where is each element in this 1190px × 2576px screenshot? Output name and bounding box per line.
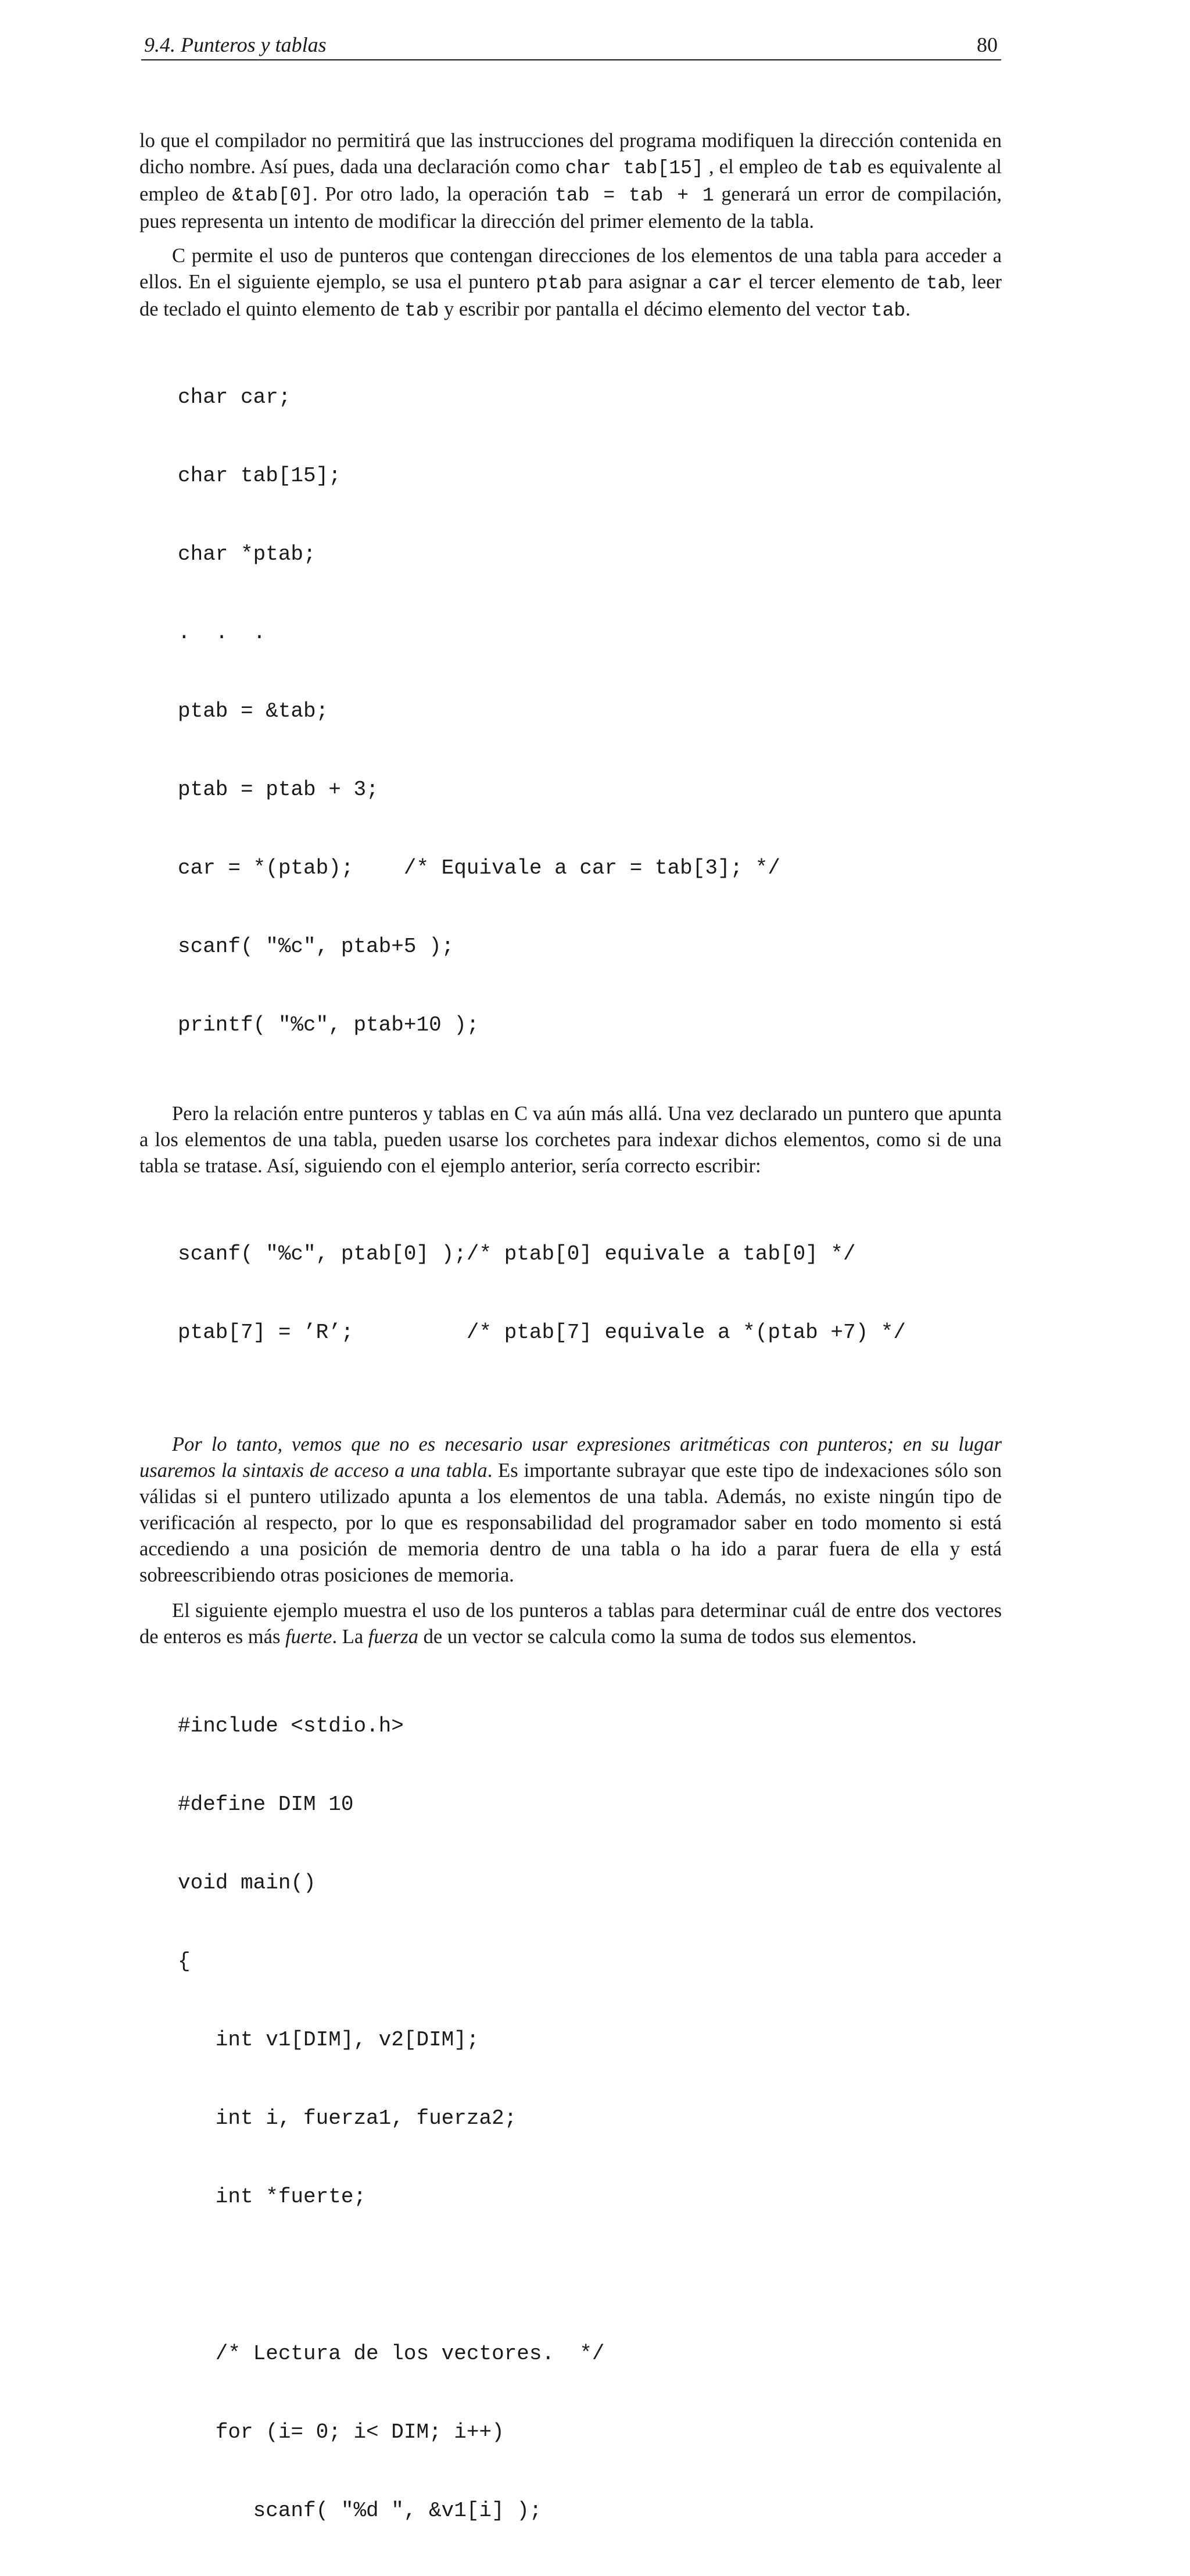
code-line: int i, fuerza1, fuerza2;: [178, 2106, 517, 2130]
emphasis-text: Por lo tanto, vemos que no es necesario usar expresiones aritméticas con punteros; en su lugar usaremos la sintaxis de acceso a una tabla: [139, 1433, 1002, 1482]
code-line: {: [178, 1949, 191, 1973]
paragraph-4: [139, 1432, 1002, 1588]
inline-code: tab: [926, 273, 961, 294]
code-line: scanf( "%c", ptab[0] );/* ptab[0] equivale a tab[0] */: [178, 1242, 856, 1266]
paragraph-1: [139, 128, 1002, 235]
text-span: .: [905, 298, 911, 320]
code-line: ptab = &tab;: [178, 699, 329, 723]
paragraph-2: [139, 243, 1002, 324]
emphasis-text: fuerza: [368, 1626, 419, 1648]
code-line: #include <stdio.h>: [178, 1714, 404, 1738]
text-span: El siguiente ejemplo muestra el uso de los punteros a tablas para determinar cuál de entre dos vectores de enteros es más: [139, 1600, 1002, 1648]
code-block-index-example: [178, 1189, 1002, 1398]
text-span: , el empleo de: [703, 156, 828, 178]
text-span: para asignar a: [582, 271, 708, 293]
emphasis-text: fuerte: [285, 1626, 332, 1648]
inline-code: char tab[15]: [565, 158, 704, 179]
code-line: car = *(ptab); /* Equivale a car = tab[3]; */: [178, 856, 780, 880]
code-line: for (i= 0; i< DIM; i++): [178, 2420, 504, 2444]
code-line: char tab[15];: [178, 464, 341, 488]
code-line: scanf( "%d ", &v1[i] );: [178, 2499, 542, 2523]
inline-code: tab: [870, 300, 906, 321]
inline-code: &tab[0]: [232, 185, 313, 206]
code-line: scanf( "%c", ptab+5 );: [178, 935, 454, 958]
inline-code: car: [708, 273, 743, 294]
text-span: lo que el compilador no permitirá que las instrucciones del programa modifiquen la dirección contenida en dicho nombre. Así pues, dada una declaración como: [139, 130, 1002, 178]
code-line: int v1[DIM], v2[DIM];: [178, 2028, 479, 2052]
section-title: 9.4. Punteros y tablas: [144, 33, 327, 56]
page-header: [141, 30, 1001, 60]
inline-code: tab: [404, 300, 439, 321]
inline-code: tab = tab + 1: [555, 185, 714, 206]
text-span: el tercer elemento de: [742, 271, 926, 293]
paragraph-3: Pero la relación entre punteros y tablas en C va aún más allá. Una vez declarado un puntero que apunta a los elementos de una tabla, pueden usarse los corchetes para indexar dichos elementos, como si de una tabla se tratase. Así, siguiendo con el ejemplo anterior, sería correcto escribir:: [139, 1103, 1002, 1177]
inline-code: ptab: [536, 273, 582, 294]
text-span: . Es importante subrayar que este tipo de indexaciones sólo son válidas si el puntero utilizado apunta a los elementos de una tabla. Además, no existe ningún tipo de verificación al respecto, por lo que es responsabilidad del programador saber en todo momento si está accediendo a una posición de memoria dentro de una tabla o ha ido a parar fuera de ella y está sobreescribiendo otras posiciones de memoria.: [139, 1459, 1002, 1586]
code-line: char *ptab;: [178, 542, 316, 566]
code-line: printf( "%c", ptab+10 );: [178, 1013, 479, 1037]
text-span: C permite el uso de punteros que contengan direcciones de los elementos de una tabla para acceder a ellos. En el siguiente ejemplo, se usa el puntero: [139, 245, 1002, 293]
code-line: char car;: [178, 385, 291, 409]
text-span: , leer de teclado el quinto elemento de: [139, 271, 1002, 320]
text-span: es equivalente al empleo de: [139, 156, 1002, 205]
code-block-pointer-example: [178, 332, 1002, 1090]
code-line: #define DIM 10: [178, 1793, 354, 1816]
code-line: ptab = ptab + 3;: [178, 778, 379, 802]
text-span: . Por otro lado, la operación: [313, 183, 555, 205]
code-line: /* Lectura de los vectores. */: [178, 2342, 605, 2366]
code-line: [178, 2262, 1002, 2288]
text-span: y escribir por pantalla el décimo elemento del vector: [439, 298, 871, 320]
paragraph-5: [139, 1598, 1002, 1650]
code-line: void main(): [178, 1871, 316, 1895]
text-span: generará un error de compilación, pues representa un intento de modificar la dirección del primer elemento de la tabla.: [139, 183, 1002, 232]
inline-code: tab: [827, 158, 862, 179]
code-line: ptab[7] = ’R’; /* ptab[7] equivale a *(ptab +7) */: [178, 1321, 906, 1344]
code-block-main-program: [178, 1661, 1002, 2576]
page-body: [139, 126, 1002, 2576]
code-line: int *fuerte;: [178, 2185, 367, 2209]
text-span: de un vector se calcula como la suma de todos sus elementos.: [418, 1626, 917, 1648]
code-line: . . .: [178, 621, 266, 645]
text-span: . La: [332, 1626, 368, 1648]
page-number: 80: [977, 33, 998, 56]
